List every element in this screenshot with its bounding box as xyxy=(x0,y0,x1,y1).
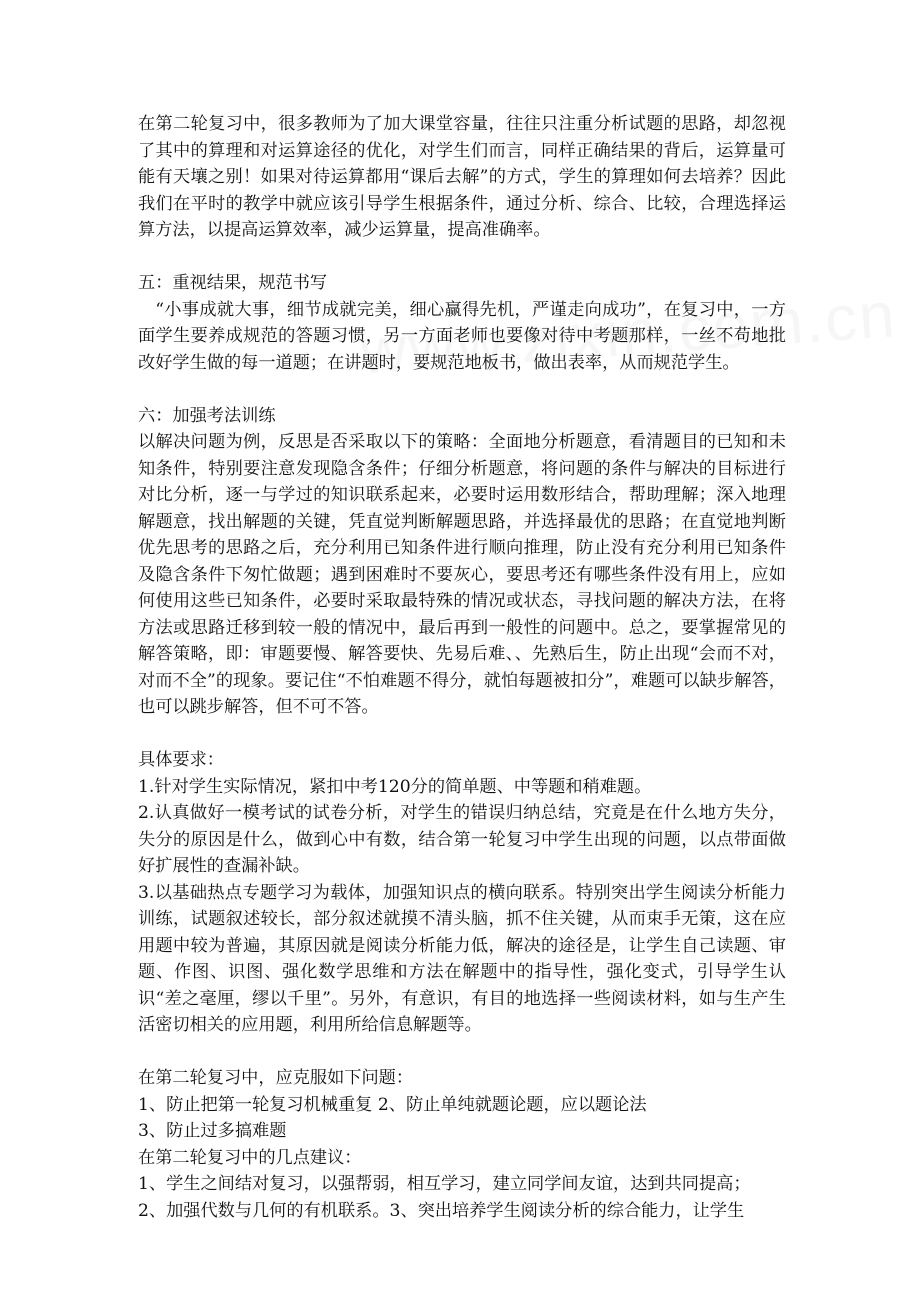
paragraph-exam-strategy: 以解决问题为例，反思是否采取以下的策略：全面地分析题意，看清题目的已知和未知条件，特别要注意发现隐含条件；仔细分析题意，将问题的条件与解决的目标进行对比分析，逐一与学过的知识联系起来，必要时运用数形结合，帮助理解；深入地理解题意，找出解题的关键，凭直觉判断解题思路，并选择最优的思路；在直觉地判断优先思考的思路之后，充分利用已知条件进行顺向推理，防止没有充分利用已知条件及隐含条件下匆忙做题；遇到困难时不要灰心，要思考还有哪些条件没有用上，应如何使用这些已知条件，必要时采取最特殊的情况或状态，寻找问题的解决方法，在将方法或思路迁移到较一般的情况中，最后再到一般性的问题中。总之，要掌握常见的解答策略，即：审题要慢、解答要快、先易后难、、先熟后生，防止出现“会而不对，对而不全”的现象。要记住“不怕难题不得分，就怕每题被扣分”，难题可以缺步解答，也可以跳步解答，但不可不答。 xyxy=(138,432,786,717)
suggestion-item-1: 1、学生之间结对复习，以强帮弱，相互学习，建立同学间友谊，达到共同提高； xyxy=(138,1174,751,1194)
paragraph-gap xyxy=(138,376,786,403)
suggestion-items-2-3: 2、加强代数与几何的有机联系。3、突出培养学生阅读分析的综合能力，让学生 xyxy=(138,1200,745,1221)
paragraph-gap xyxy=(138,244,786,271)
problems-heading: 在第二轮复习中，应克服如下问题： xyxy=(138,1068,414,1088)
requirements-heading: 具体要求： xyxy=(138,750,224,770)
paragraph-gap xyxy=(138,1039,786,1066)
document-body xyxy=(138,111,786,1224)
paragraph-computation: 在第二轮复习中，很多教师为了加大课堂容量，往往只注重分析试题的思路，却忽视了其中的算理和对运算途径的优化，对学生们而言，同样正确结果的背后，运算量可能有天壤之别！如果对待运算都用“课后去解”的方式，学生的算理如何去培养？因此我们在平时的教学中就应该引导学生根据条件，通过分析、综合、比较，合理选择运算方法，以提高运算效率，减少运算量，提高准确率。 xyxy=(138,114,786,240)
problem-items-1-2: 1、防止把第一轮复习机械重复 2、防止单纯就题论题，应以题论法 xyxy=(138,1094,647,1115)
section-heading-five: 五：重视结果，规范书写 xyxy=(138,273,328,293)
paragraph-gap xyxy=(138,721,786,748)
paragraph-writing-standards: “小事成就大事，细节成就完美，细心赢得先机，严谨走向成功”，在复习中，一方面学生要养成规范的答题习惯，另一方面老师也要像对待中考题那样，一丝不苟地批改好学生做的每一道题；在讲题时，要规范地板书，做出表率，从而规范学生。 xyxy=(138,299,786,373)
section-heading-six: 六：加强考法训练 xyxy=(138,405,276,426)
requirement-item-1: 1.针对学生实际情况，紧扣中考120分的简单题、中等题和稍难题。 xyxy=(138,776,652,797)
suggestions-heading: 在第二轮复习中的几点建议： xyxy=(138,1147,362,1168)
requirement-item-3: 3.以基础热点专题学习为载体，加强知识点的横向联系。特别突出学生阅读分析能力训练，试题叙述较长，部分叙述就摸不清头脑，抓不住关键，从而束手无策，这在应用题中较为普遍，其原因就是阅读分析能力低，解决的途径是，让学生自己读题、审题、作图、识图、强化数学思维和方法在解题中的指导性，强化变式，引导学生认识“差之毫厘，缪以千里”。另外，有意识，有目的地选择一些阅读材料，如与生产生活密切相关的应用题，利用所给信息解题等。 xyxy=(138,882,786,1035)
requirement-item-2: 2.认真做好一模考试的试卷分析，对学生的错误归纳总结，究竟是在什么地方失分，失分的原因是什么，做到心中有数，结合第一轮复习中学生出现的问题，以点带面做好扩展性的查漏补缺。 xyxy=(138,803,786,876)
problem-item-3: 3、防止过多搞难题 xyxy=(138,1121,287,1141)
